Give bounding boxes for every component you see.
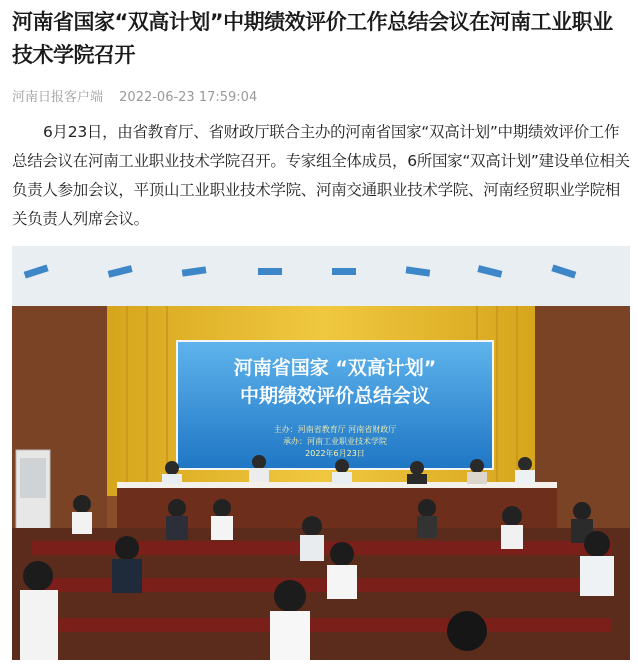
article-body: 6月23日，由省教育厅、省财政厅联合主办的河南省国家“双高计划”中期绩效评价工作总结会议在河南工业职业技术学院召开。专家组全体成员，6所国家“双高计划”建设单位相关负责人参加会议，平顶山工业职业技术学院、河南交通职业技术学院、河南经贸职业学院相关负责人列席会议。 (12, 123, 630, 228)
article-source[interactable]: 河南日报客户端 (12, 90, 104, 105)
screen-host: 主办：河南省教育厅 河南省财政厅 (273, 425, 397, 434)
screen-title-line2: 中期绩效评价总结会议 (239, 385, 431, 407)
article-photo[interactable] (12, 246, 630, 660)
article-meta (12, 86, 257, 105)
screen-date: 2022年6月23日 (305, 449, 365, 458)
article-timestamp: 2022-06-23 17:59:04 (119, 90, 258, 105)
article-title: 河南省国家“双高计划”中期绩效评价工作总结会议在河南工业职业技术学院召开 (12, 10, 613, 67)
screen-organizer: 承办：河南工业职业技术学院 (283, 437, 387, 446)
ceiling (12, 246, 630, 306)
screen-title-line1: 河南省国家 “双高计划” (233, 357, 437, 379)
